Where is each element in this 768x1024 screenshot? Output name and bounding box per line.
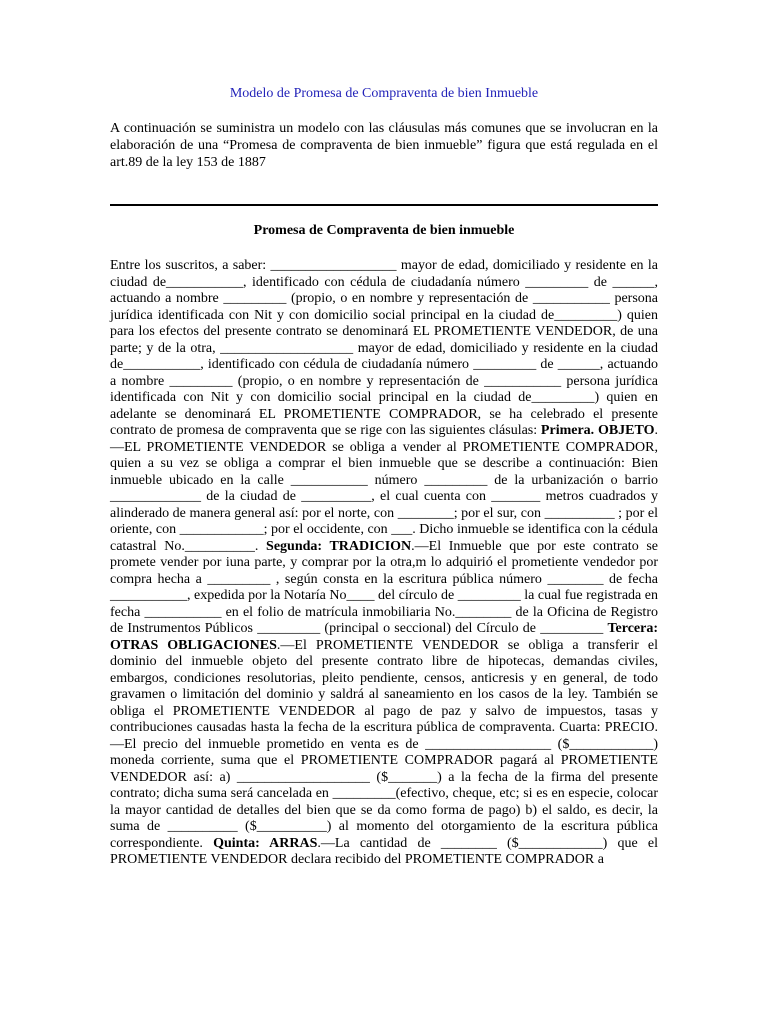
clause-obligaciones-text: .—El PROMETIENTE VENDEDOR se obliga a transferir el dominio del inmueble objeto del presente contrato libre de hipotecas, demandas civiles, embargos, condiciones resolutorias, pleito pendiente, censos, anticresis y en general, de todo gravamen o limitación del dominio y saldrá al saneamiento en los casos de la ley. También se obliga el PROMETIENTE VENDEDOR al pago de paz y salvo de impuestos, tasas y contribuciones causadas hasta la fecha de la escritura pública de compraventa. Cuarta: PRECIO.—El precio del inmueble prometido en venta es de __________________ ($____________) moneda corriente, suma que el PROMETIENTE COMPRADOR pagará al PROMETIENTE VENDEDOR así: a) ___________________ ($_______) a la fecha de la firma del presente contrato; dicha suma será cancelada en _________(efectivo, cheque, etc; si es en especie, colocar la mayor cantidad de detalles del bien que se da como forma de pago) b) el saldo, es decir, la suma de __________ ($__________) al momento del otorgamiento de la escritura pública correspondiente. [110, 637, 658, 851]
clause-heading-obligaciones: Tercera: OTRAS OBLIGACIONES [110, 621, 658, 653]
clause-intro-text: Entre los suscritos, a saber: __________________ mayor de edad, domiciliado y residente en la ciudad de___________, identificado con cédula de ciudadanía número _________ de ______, actuando a nombre _________ (propio, o en nombre y representación de ___________ persona jurídica identificada con Nit y con domicilio social principal en la ciudad de_________) quien para los efectos del presente contrato se denominará EL PROMETIENTE VENDEDOR, de una parte; y de la otra, ___________________ mayor de edad, domiciliado y residente en la ciudad de___________, identificado con cédula de ciudadanía número _________ de ______, actuando a nombre _________ (propio, o en nombre y representación de ___________ persona jurídica identificada con Nit y con domicilio social principal en la ciudad de_________) quien en adelante se denominará EL PROMETIENTE COMPRADOR, se ha celebrado el presente contrato de promesa de compraventa que se rige con las siguientes clásulas: [110, 258, 658, 438]
contract-body [110, 258, 658, 869]
clause-heading-tradicion: Segunda: TRADICION [266, 538, 412, 554]
document-title: Modelo de Promesa de Compraventa de bien Inmueble [229, 86, 539, 101]
clause-objeto-text: .—EL PROMETIENTE VENDEDOR se obliga a vender al PROMETIENTE COMPRADOR, quien a su vez se obliga a comprar el bien inmueble que se describe a continuación: Bien inmueble ubicado en la calle ___________ número _________ de la urbanización o barrio _____________ de la ciudad de __________, el cual cuenta con _______ metros cuadrados y alinderado de manera general así: por el norte, con ________; por el sur, con __________ ; por el oriente, con ____________; por el occidente, con ___. Dicho inmueble se identifica con la cédula catastral No.__________. [110, 423, 658, 554]
clause-tradicion-text: .—El Inmueble que por este contrato se promete vender por iuna parte, y comprar por la otra,m lo adquirió el prometiente vendedor por compra hecha a _________ , según consta en la escritura pública número ________ de fecha ___________, expedida por la Notaría No____ del círculo de _________ la cual fue registrada en fecha ___________ en el folio de matrícula inmobiliaria No.________ de la Oficina de Registro de Instrumentos Públicos _________ (principal o seccional) del Círculo de _________ [110, 538, 658, 636]
clause-heading-arras: Quinta: ARRAS [213, 835, 318, 851]
contract-title: Promesa de Compraventa de bien inmueble [253, 223, 515, 238]
horizontal-divider [110, 204, 658, 206]
intro-paragraph: A continuación se suministra un modelo con las cláusulas más comunes que se involucran en la elaboración de una “Promesa de compraventa de bien inmueble” figura que está regulada en el art.89 de la ley 153 de 1887 [110, 121, 658, 170]
clause-arras-text: .—La cantidad de ________ ($____________) que el PROMETIENTE VENDEDOR declara recibido del PROMETIENTE COMPRADOR a [110, 835, 658, 867]
clause-heading-objeto: Primera. OBJETO [540, 423, 655, 438]
